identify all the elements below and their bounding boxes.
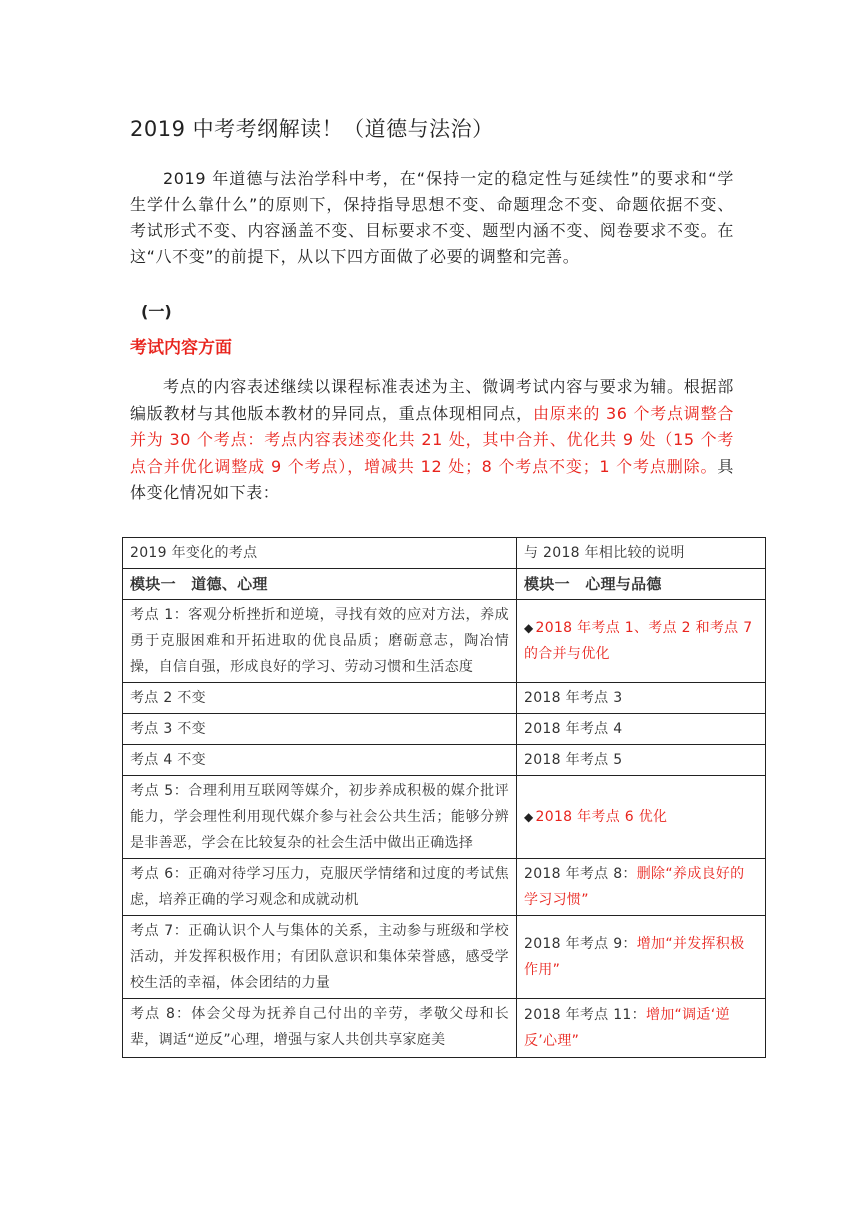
diamond-icon: ◆	[524, 810, 534, 824]
exam-point-text: 考点 8：体会父母为抚养自己付出的辛劳，孝敬父母和长辈，调适“逆反”心理，增强与家人共创共享家庭美	[130, 1006, 509, 1048]
diamond-icon: ◆	[524, 621, 534, 635]
comparison-change: 删除“养成良好的学习习惯”	[524, 866, 745, 908]
comparison-cell	[517, 859, 766, 916]
exam-point-cell: 考点 1：客观分析挫折和逆境，寻找有效的应对方法，养成勇于克服困难和开拓进取的优良品质；磨砺意志，陶冶情操，自信自强，形成良好的学习、劳动习惯和生活态度	[123, 600, 517, 683]
comparison-ref: 2018 年考点 8：	[524, 866, 637, 882]
page-title: 2019 中考考纲解读！（道德与法治）	[130, 117, 494, 141]
exam-point-cell: 考点 4 不变	[123, 745, 517, 776]
comparison-change: 增加“并发挥积极作用”	[524, 936, 745, 978]
comparison-cell	[517, 600, 766, 683]
comparison-change: 增加“调适‘逆反’心理”	[524, 1007, 730, 1049]
comparison-cell	[517, 999, 766, 1058]
exam-point-cell: 考点 2 不变	[123, 683, 517, 714]
comparison-change: 2018 年考点 1、考点 2 和考点 7 的合并与优化	[524, 620, 753, 662]
comparison-change: 2018 年考点 6 优化	[535, 809, 668, 825]
exam-point-cell	[123, 999, 517, 1058]
table-row	[123, 776, 766, 859]
section-title: 考试内容方面	[130, 338, 232, 358]
section-number: (一)	[141, 302, 172, 321]
table-row	[123, 745, 766, 776]
content-paragraph-text	[130, 374, 734, 507]
comparison-cell: 2018 年考点 3	[517, 683, 766, 714]
exam-point-cell: 考点 6：正确对待学习压力，克服厌学情绪和过度的考试焦虑，培养正确的学习观念和成就动机	[123, 859, 517, 916]
comparison-cell	[517, 916, 766, 999]
paragraph-lead: 考点的内容表述继续以课程标准表述为主、微调考试内容与要求为辅。根据部编版教材与其他版本教材的异同点，重点体现相同点，	[130, 377, 734, 423]
table-row	[123, 859, 766, 916]
comparison-ref: 2018 年考点 9：	[524, 936, 637, 952]
paragraph-highlight: 由原来的 36 个考点调整合并为 30 个考点：考点内容表述变化共 21 处，其中合并、优化共 9 处（15 个考点合并优化调整成 9 个考点），增减共 12 处；8 个考点不变；1 个考点删除。	[130, 403, 734, 476]
table-row	[123, 999, 766, 1058]
module-cell-2019: 模块一 道德、心理	[123, 569, 517, 600]
table-row	[123, 916, 766, 999]
header-cell-2019: 2019 年变化的考点	[123, 538, 517, 569]
table-row	[123, 683, 766, 714]
table-row	[123, 714, 766, 745]
header-cell-2018: 与 2018 年相比较的说明	[517, 538, 766, 569]
comparison-cell: 2018 年考点 5	[517, 745, 766, 776]
comparison-cell: 2018 年考点 4	[517, 714, 766, 745]
comparison-cell	[517, 776, 766, 859]
exam-point-cell: 考点 5：合理利用互联网等媒介，初步养成积极的媒介批评能力，学会理性利用现代媒介参与社会公共生活；能够分辨是非善恶，学会在比较复杂的社会生活中做出正确选择	[123, 776, 517, 859]
module-row	[123, 569, 766, 600]
intro-text: 2019 年道德与法治学科中考，在“保持一定的稳定性与延续性”的要求和“学生学什么靠什么”的原则下，保持指导思想不变、命题理念不变、命题依据不变、考试形式不变、内容涵盖不变、目标要求不变、题型内涵不变、阅卷要求不变。在这“八不变”的前提下，从以下四方面做了必要的调整和完善。	[130, 169, 734, 266]
comparison-table	[122, 537, 766, 1058]
content-paragraph	[130, 374, 734, 507]
paragraph-tail: 具体变化情况如下表：	[130, 456, 734, 502]
table-header-row	[123, 538, 766, 569]
module-cell-2018: 模块一 心理与品德	[517, 569, 766, 600]
intro-paragraph	[130, 166, 734, 270]
exam-point-cell: 考点 7：正确认识个人与集体的关系，主动参与班级和学校活动，并发挥积极作用；有团队意识和集体荣誉感，感受学校生活的幸福，体会团结的力量	[123, 916, 517, 999]
table-row	[123, 600, 766, 683]
comparison-ref: 2018 年考点 11：	[524, 1007, 646, 1023]
exam-point-cell: 考点 3 不变	[123, 714, 517, 745]
